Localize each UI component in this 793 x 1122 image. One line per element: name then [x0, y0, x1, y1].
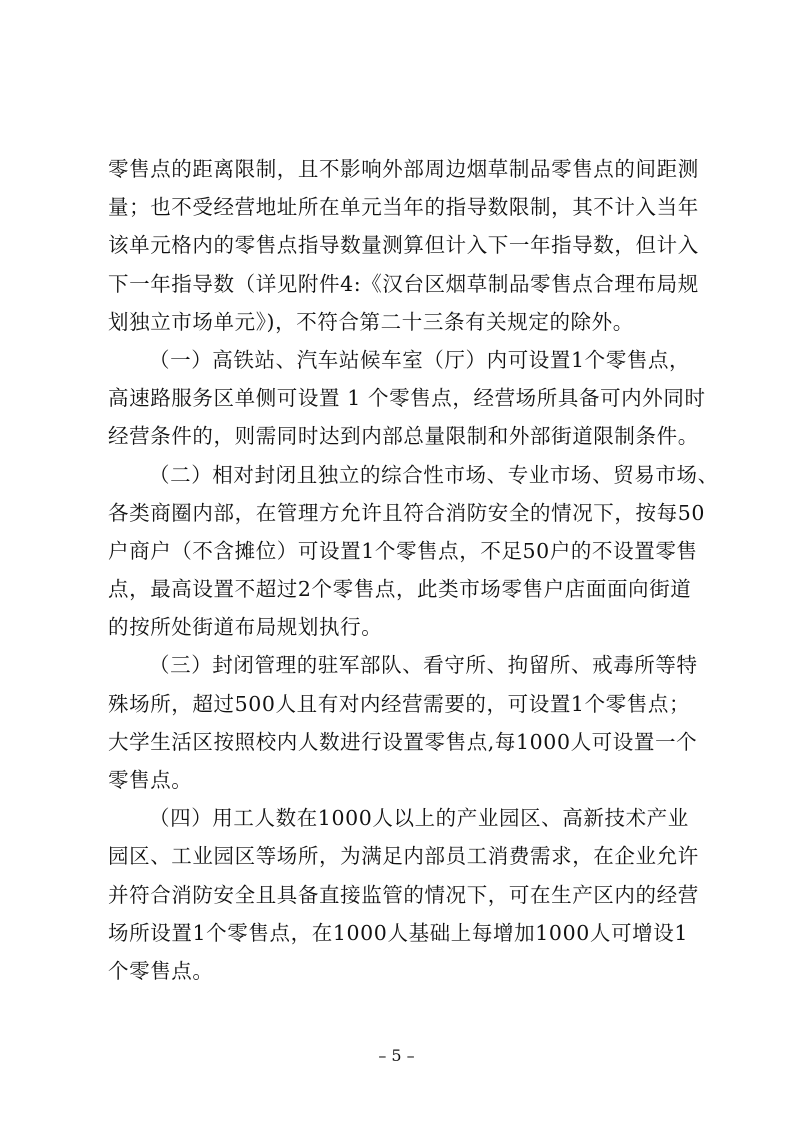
text-line: 经营条件的，则需同时达到内部总量限制和外部街道限制条件。 — [108, 424, 699, 449]
text-line: 场所设置1个零售点，在1000人基础上每增加1000人可增设1 — [108, 920, 688, 945]
text-line: 并符合消防安全且具备直接监管的情况下，可在生产区内的经营 — [108, 882, 699, 907]
text-line: 园区、工业园区等场所，为满足内部员工消费需求，在企业允许 — [108, 844, 699, 869]
text-line: 大学生活区按照校内人数进行设置零售点,每1000人可设置一个 — [108, 729, 698, 754]
text-line: 个零售点。 — [108, 958, 214, 983]
text-line: 划独立市场单元》)，不符合第二十三条有关规定的除外。 — [108, 309, 634, 334]
text-line: 殊场所，超过500人且有对内经营需要的，可设置1个零售点； — [108, 691, 691, 716]
text-line: 户商户（不含摊位）可设置1个零售点，不足50户的不设置零售 — [108, 538, 698, 563]
text-line: 下一年指导数（详见附件4:《汉台区烟草制品零售点合理布局规 — [108, 271, 699, 296]
text-line: 该单元格内的零售点指导数量测算但计入下一年指导数，但计入 — [108, 233, 699, 258]
page-number: – 5 – — [378, 1046, 415, 1065]
text-line: 量；也不受经营地址所在单元当年的指导数限制，其不计入当年 — [108, 195, 699, 220]
text-line: （一）高铁站、汽车站候车室（厅）内可设置1个零售点， — [149, 347, 691, 372]
text-line: （二）相对封闭且独立的综合性市场、专业市场、贸易市场、 — [149, 462, 719, 487]
text-line: （三）封闭管理的驻军部队、看守所、拘留所、戒毒所等特 — [149, 653, 698, 678]
text-line: 零售点的距离限制，且不影响外部周边烟草制品零售点的间距测 — [108, 157, 699, 181]
body-text — [108, 150, 719, 990]
text-line: 零售点。 — [108, 768, 193, 792]
text-line: 的按所处街道布局规划执行。 — [108, 615, 383, 640]
text-line: 点，最高设置不超过2个零售点，此类市场零售户店面面向街道 — [108, 577, 692, 602]
text-line: 高速路服务区单侧可设置 1 个零售点，经营场所具备可内外同时 — [108, 386, 706, 411]
text-line: （四）用工人数在1000人以上的产业园区、高新技术产业 — [149, 806, 689, 831]
text-line: 各类商圈内部，在管理方允许且符合消防安全的情况下，按每50 — [108, 500, 705, 525]
